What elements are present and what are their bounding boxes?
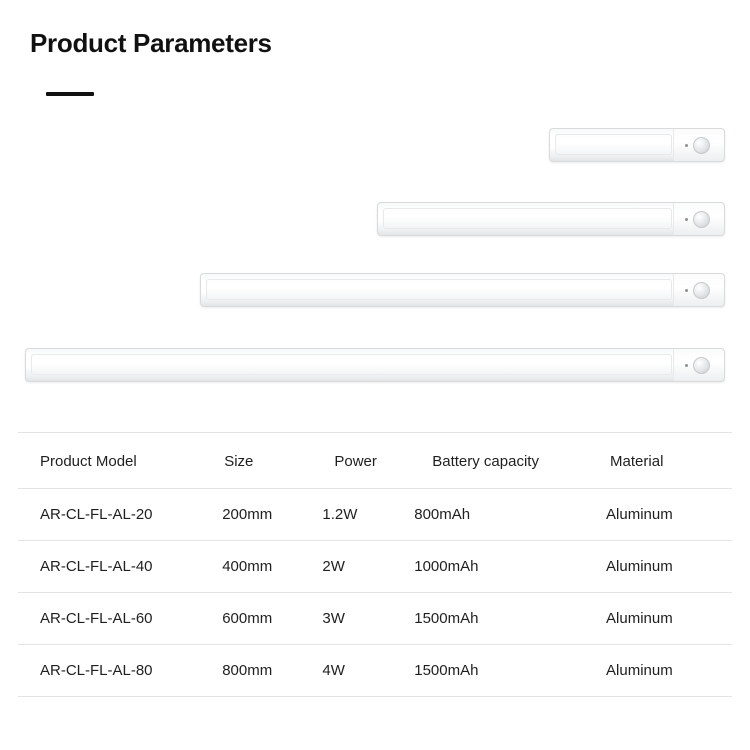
column-header-material: Material: [610, 453, 664, 470]
table-row: [18, 489, 732, 541]
bar-indicator-dot: [685, 144, 688, 147]
table-body: [18, 489, 732, 697]
column-header-product-model: Product Model: [40, 453, 137, 470]
column-header-size: Size: [224, 453, 254, 470]
light-bar-800mm: [25, 348, 725, 382]
cell-model: AR-CL-FL-AL-40: [40, 558, 153, 575]
bar-body: [25, 348, 725, 382]
product-image-group: [0, 110, 750, 410]
cell-size: 400mm: [222, 558, 273, 575]
bar-indicator-dot: [685, 364, 688, 367]
cell-size: 600mm: [222, 610, 273, 627]
motion-sensor-icon: [693, 282, 710, 299]
table-row: [18, 541, 732, 593]
cell-power: 3W: [322, 610, 345, 627]
bar-diffuser: [31, 354, 672, 375]
table-header-row: [18, 433, 732, 489]
cell-power: 4W: [322, 662, 345, 679]
cell-model: AR-CL-FL-AL-60: [40, 610, 153, 627]
cell-model: AR-CL-FL-AL-80: [40, 662, 153, 679]
cell-material: Aluminum: [606, 506, 673, 523]
table-row: [18, 645, 732, 697]
motion-sensor-icon: [693, 357, 710, 374]
cell-material: Aluminum: [606, 662, 673, 679]
cell-battery: 1500mAh: [414, 662, 479, 679]
bar-diffuser: [555, 134, 672, 155]
bar-indicator-dot: [685, 218, 688, 221]
bar-indicator-dot: [685, 289, 688, 292]
table-header: [18, 433, 732, 489]
page-title: Product Parameters: [30, 28, 272, 58]
column-header-power: Power: [334, 453, 377, 470]
table-row: [18, 593, 732, 645]
cell-power: 2W: [322, 558, 345, 575]
light-bar-600mm: [200, 273, 725, 307]
title-underline: [46, 92, 94, 96]
cell-size: 200mm: [222, 506, 273, 523]
bar-diffuser: [383, 208, 672, 229]
light-bar-200mm: [549, 128, 725, 162]
column-header-battery-capacity: Battery capacity: [432, 453, 539, 470]
bar-body: [200, 273, 725, 307]
bar-body: [549, 128, 725, 162]
cell-battery: 1500mAh: [414, 610, 479, 627]
cell-power: 1.2W: [322, 506, 358, 523]
light-bar-400mm: [377, 202, 725, 236]
cell-battery: 800mAh: [414, 506, 471, 523]
motion-sensor-icon: [693, 211, 710, 228]
bar-diffuser: [206, 279, 672, 300]
motion-sensor-icon: [693, 137, 710, 154]
cell-size: 800mm: [222, 662, 273, 679]
bar-body: [377, 202, 725, 236]
cell-material: Aluminum: [606, 558, 673, 575]
cell-model: AR-CL-FL-AL-20: [40, 506, 153, 523]
cell-battery: 1000mAh: [414, 558, 479, 575]
cell-material: Aluminum: [606, 610, 673, 627]
specifications-table: [18, 432, 732, 697]
